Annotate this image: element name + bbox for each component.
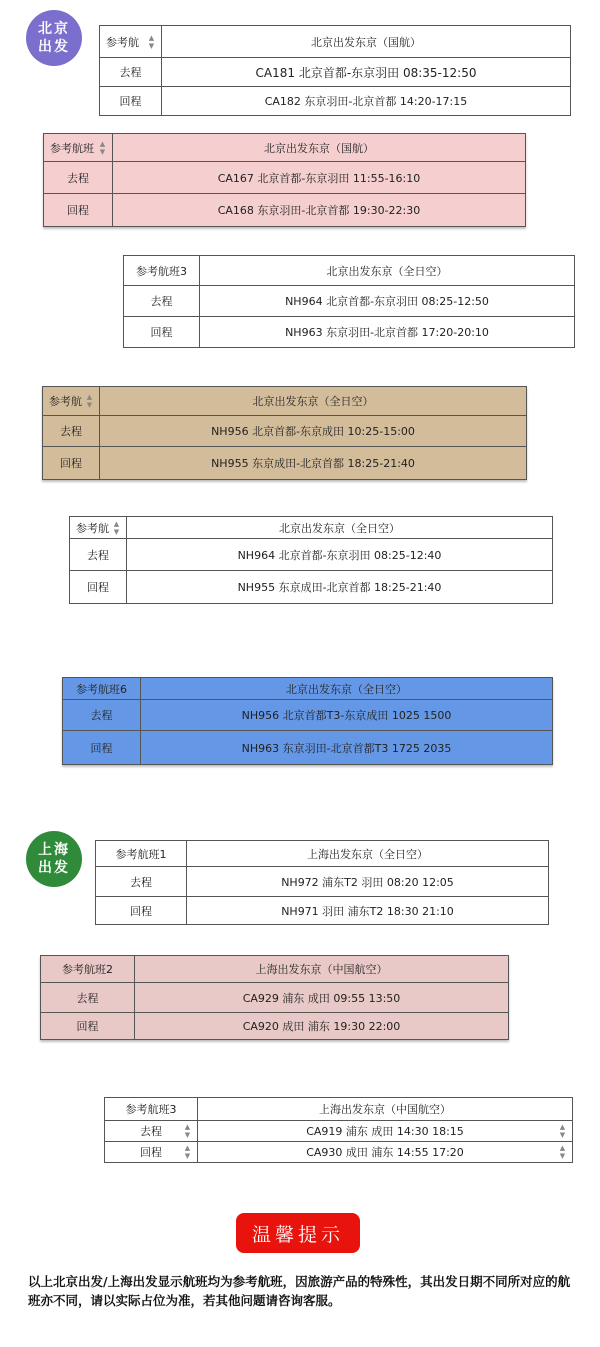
outbound-flight: CA167 北京首都-东京羽田 11:55-16:10 [113, 162, 526, 194]
outbound-flight: NH956 北京首都T3-东京成田 1025 1500 [141, 700, 553, 731]
badge-line2: 出发 [38, 860, 70, 876]
spinner-arrows-icon[interactable]: ▲ ▼ [99, 139, 106, 156]
spinner-arrows-icon[interactable]: ▲ ▼ [113, 519, 120, 536]
outbound-label: 去程 [96, 867, 187, 897]
return-label: 回程 [124, 317, 200, 348]
outbound-label: 去程 [100, 58, 162, 87]
label-cell: 参考航班3 [105, 1098, 198, 1121]
outbound-flight: NH956 北京首都-东京成田 10:25-15:00 [100, 416, 527, 447]
table-title: 北京出发东京（国航） [162, 26, 571, 58]
outbound-flight-cell[interactable] [198, 1121, 573, 1142]
outbound-flight: CA929 浦东 成田 09:55 13:50 [135, 983, 509, 1013]
spinner-arrows-icon[interactable]: ▲ ▼ [86, 393, 93, 409]
outbound-label-cell[interactable]: 去程 ▲ ▼ [105, 1121, 198, 1142]
return-label-cell[interactable]: 回程 ▲ ▼ [105, 1142, 198, 1163]
badge-line1: 北京 [38, 21, 70, 37]
return-flight: CA182 东京羽田-北京首都 14:20-17:15 [162, 87, 571, 116]
return-flight: CA168 东京羽田-北京首都 19:30-22:30 [113, 194, 526, 227]
label-cell[interactable]: 参考航 ▲ ▼ [100, 26, 162, 58]
outbound-label: 去程 [41, 983, 135, 1013]
return-label: 回程 [44, 194, 113, 227]
beijing-departure-badge [26, 10, 82, 66]
table-title: 北京出发东京（全日空） [127, 517, 553, 539]
table-title: 北京出发东京（全日空） [141, 678, 553, 700]
flight-table-8 [40, 955, 509, 1040]
warm-tips-button[interactable]: 温馨提示 [236, 1213, 360, 1253]
label-cell[interactable]: 参考航 ▲ ▼ [43, 387, 100, 416]
return-label: 回程 [63, 731, 141, 765]
return-flight: NH955 东京成田-北京首都 18:25-21:40 [127, 571, 553, 604]
return-flight: NH963 东京羽田-北京首都 17:20-20:10 [200, 317, 575, 348]
outbound-flight: CA919 浦东 成田 14:30 18:15 [306, 1125, 464, 1138]
return-flight: NH955 东京成田-北京首都 18:25-21:40 [100, 447, 527, 480]
return-flight: CA930 成田 浦东 14:55 17:20 [306, 1146, 464, 1159]
flight-table-3 [123, 255, 575, 348]
spinner-arrows-icon[interactable]: ▲ ▼ [559, 1144, 566, 1160]
badge-line1: 上海 [38, 842, 70, 858]
outbound-flight: NH972 浦东T2 羽田 08:20 12:05 [187, 867, 549, 897]
return-flight-cell[interactable] [198, 1142, 573, 1163]
notice-text: 以上北京出发/上海出发显示航班均为参考航班，因旅游产品的特殊性，其出发日期不同所对应的航班亦不同，请以实际占位为准，若其他问题请咨询客服。 [28, 1274, 571, 1308]
shanghai-departure-badge [26, 831, 82, 887]
table-title: 上海出发东京（全日空） [187, 841, 549, 867]
flight-table-5 [69, 516, 553, 604]
spinner-arrows-icon[interactable]: ▲ ▼ [184, 1144, 191, 1160]
outbound-label: 去程 [43, 416, 100, 447]
outbound-label: 去程 [63, 700, 141, 731]
outbound-label: 去程 [124, 286, 200, 317]
label-cell: 参考航班2 [41, 956, 135, 983]
flight-table-1 [99, 25, 571, 116]
return-label: 回程 [96, 897, 187, 925]
flight-table-2 [43, 133, 526, 227]
flight-table-9 [104, 1097, 573, 1163]
return-label: 回程 [43, 447, 100, 480]
return-label: 回程 [41, 1013, 135, 1040]
outbound-label: 去程 [44, 162, 113, 194]
return-label: 回程 [70, 571, 127, 604]
outbound-label: 去程 [70, 539, 127, 571]
table-title: 上海出发东京（中国航空） [198, 1098, 573, 1121]
table-title: 北京出发东京（国航） [113, 134, 526, 162]
label-cell: 参考航班6 [63, 678, 141, 700]
table-title: 北京出发东京（全日空） [100, 387, 527, 416]
return-label: 回程 [100, 87, 162, 116]
flight-table-6 [62, 677, 553, 765]
label-cell[interactable]: 参考航 ▲ ▼ [70, 517, 127, 539]
label-cell: 参考航班1 [96, 841, 187, 867]
return-flight: CA920 成田 浦东 19:30 22:00 [135, 1013, 509, 1040]
spinner-arrows-icon[interactable]: ▲ ▼ [559, 1123, 566, 1139]
outbound-flight: NH964 北京首都-东京羽田 08:25-12:50 [200, 286, 575, 317]
table-title: 北京出发东京（全日空） [200, 256, 575, 286]
flight-table-4 [42, 386, 527, 480]
badge-line2: 出发 [38, 39, 70, 55]
outbound-flight: CA181 北京首都-东京羽田 08:35-12:50 [162, 58, 571, 87]
return-flight: NH971 羽田 浦东T2 18:30 21:10 [187, 897, 549, 925]
spinner-arrows-icon[interactable]: ▲ ▼ [148, 33, 155, 50]
spinner-arrows-icon[interactable]: ▲ ▼ [184, 1123, 191, 1139]
outbound-flight: NH964 北京首都-东京羽田 08:25-12:40 [127, 539, 553, 571]
flight-table-7 [95, 840, 549, 925]
table-title: 上海出发东京（中国航空） [135, 956, 509, 983]
label-cell[interactable]: 参考航班 ▲ ▼ [44, 134, 113, 162]
label-cell: 参考航班3 [124, 256, 200, 286]
return-flight: NH963 东京羽田-北京首都T3 1725 2035 [141, 731, 553, 765]
